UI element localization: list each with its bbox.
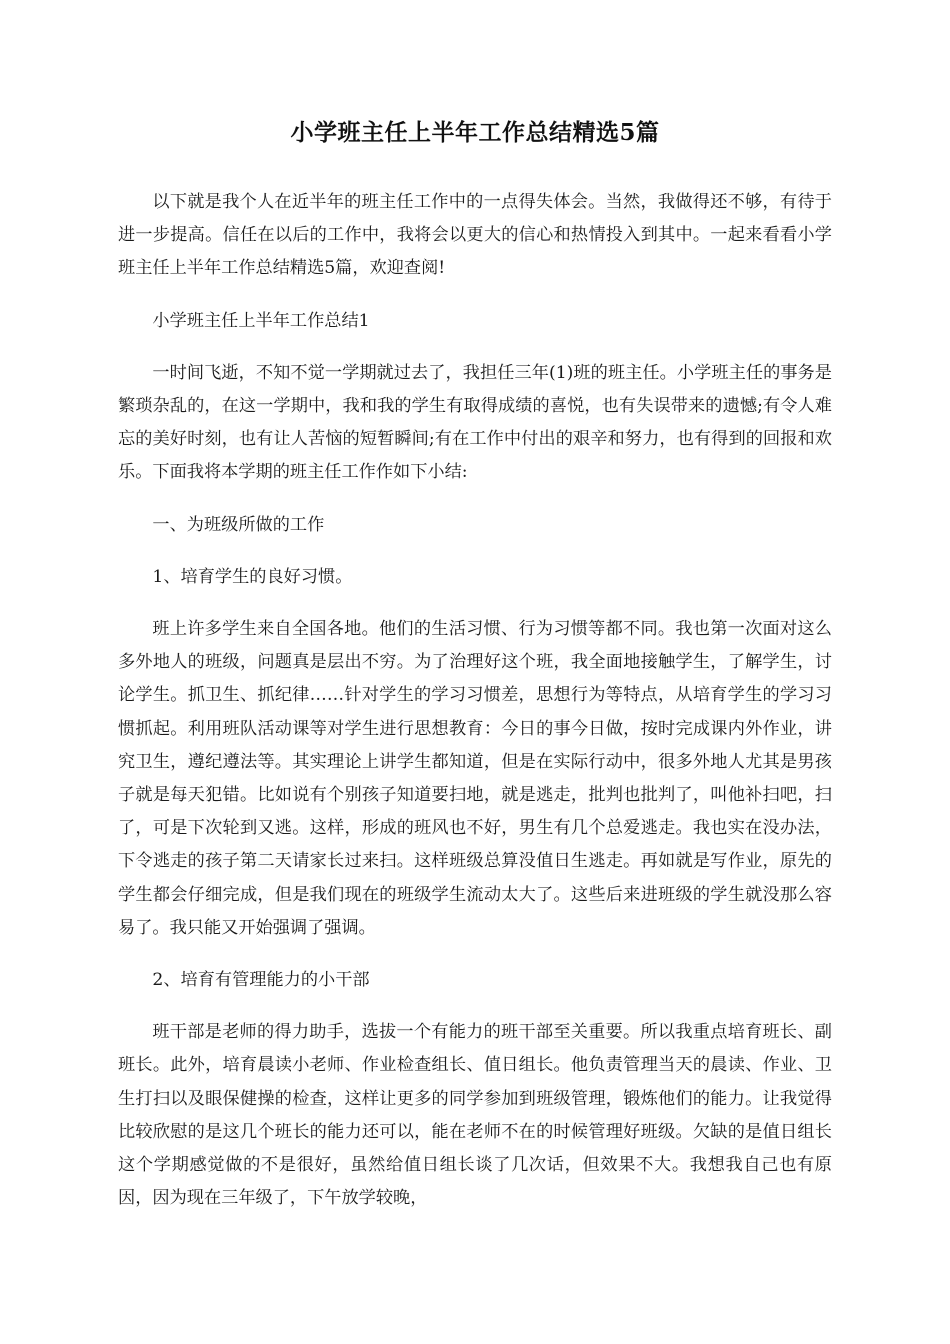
subheading-class-cadres: 2、培育有管理能力的小干部	[152, 970, 370, 991]
habits-paragraph: 班上许多学生来自全国各地。他们的生活习惯、行为习惯等都不同。我也第一次面对这么多外地人的班级，问题真是层出不穷。为了治理好这个班，我全面地接触学生，了解学生，讨论学生。抓卫生、抓纪律……针对学生的学习习惯差，思想行为等特点，从培育学生的学习习惯抓起。利用班队活动课等对学生进行思想教育：今日的事今日做，按时完成课内外作业，讲究卫生，遵纪遵法等。其实理论上讲学生都知道，但是在实际行动中，很多外地人尤其是男孩子就是每天犯错。比如说有个别孩子知道要扫地，就是逃走，批判也批判了，叫他补扫吧，扫了，可是下次轮到又逃。这样，形成的班风也不好，男生有几个总爱逃走。我也实在没办法，下令逃走的孩子第二天请家长过来扫。这样班级总算没值日生逃走。再如就是写作业，原先的学生都会仔细完成，但是我们现在的班级学生流动太大了。这些后来进班级的学生就没那么容易了。我只能又开始强调了强调。	[118, 619, 832, 938]
cadres-paragraph: 班干部是老师的得力助手，选拔一个有能力的班干部至关重要。所以我重点培育班长、副班长。此外，培育晨读小老师、作业检查组长、值日组长。他负责管理当天的晨读、作业、卫生打扫以及眼保健操的检查，这样让更多的同学参加到班级管理，锻炼他们的能力。让我觉得比较欣慰的是这几个班长的能力还可以，能在老师不在的时候管理好班级。欠缺的是值日组长这个学期感觉做的不是很好，虽然给值日组长谈了几次话，但效果不大。我想我自己也有原因，因为现在三年级了，下午放学较晚，	[118, 1022, 832, 1209]
opening-paragraph: 一时间飞逝，不知不觉一学期就过去了，我担任三年(1)班的班主任。小学班主任的事务是繁琐杂乱的，在这一学期中，我和我的学生有取得成绩的喜悦，也有失误带来的遗憾;有令人难忘的美好时刻，也有让人苦恼的短暂瞬间;有在工作中付出的艰辛和努力，也有得到的回报和欢乐。下面我将本学期的班主任工作作如下小结:	[118, 362, 832, 483]
section-heading-work-for-class: 一、为班级所做的工作	[152, 514, 325, 535]
section-heading-summary-1: 小学班主任上半年工作总结1	[152, 310, 370, 331]
intro-paragraph: 以下就是我个人在近半年的班主任工作中的一点得失体会。当然，我做得还不够，有待于进一步提高。信任在以后的工作中，我将会以更大的信心和热情投入到其中。一起来看看小学班主任上半年工作总结精选5篇，欢迎查阅!	[118, 192, 832, 279]
document-page	[118, 0, 832, 1215]
document-title: 小学班主任上半年工作总结精选5篇	[290, 119, 660, 146]
subheading-good-habits: 1、培育学生的良好习惯。	[152, 566, 353, 587]
